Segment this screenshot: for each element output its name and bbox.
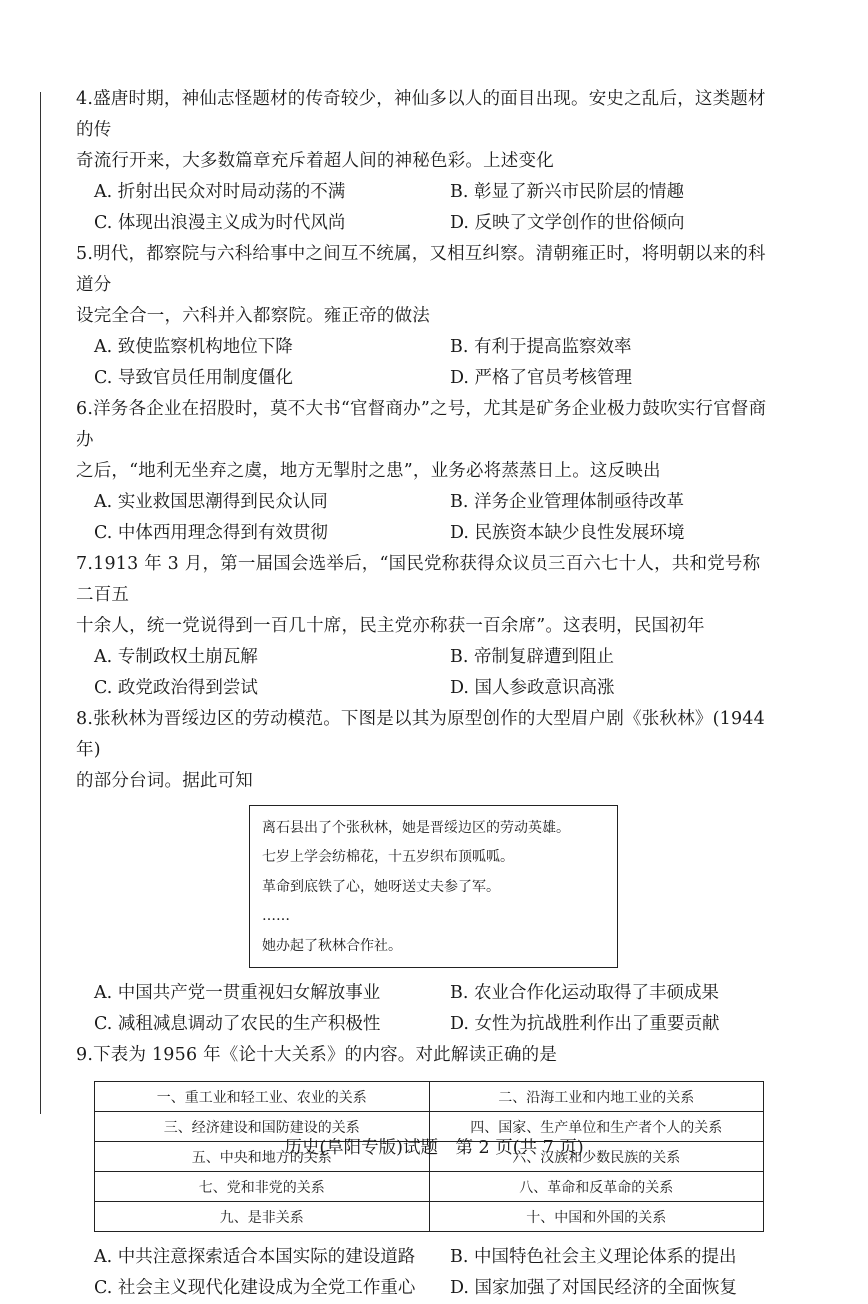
quote-line: 离石县出了个张秋林，她是晋绥边区的劳动英雄。 [262, 820, 570, 836]
option-b[interactable]: B. 农业合作化运动取得了丰硕成果 [450, 983, 719, 1004]
question-5 [76, 239, 776, 394]
option-a[interactable]: A. 实业救国思潮得到民众认同 [94, 492, 328, 512]
stem-line: 盛唐时期，神仙志怪题材的传奇较少，神仙多以人的面目出现。安史之乱后，这类题材的传 [76, 89, 766, 140]
stem-line: 之后，“地利无坐弃之虞，地方无掣肘之患”，业务必将蒸蒸日上。这反映出 [76, 461, 661, 481]
question-8 [76, 704, 776, 1040]
margin-mark [0, 340, 14, 348]
option-d[interactable]: D. 女性为抗战胜利作出了重要贡献 [450, 1014, 720, 1035]
option-c[interactable]: C. 减租减息调动了农民的生产积极性 [94, 1014, 381, 1035]
page-footer: 历史(阜阳专版)试题 第 2 页(共 7 页) [284, 1138, 584, 1158]
stem-line: 洋务各企业在招股时，莫不大书“官督商办”之号，尤其是矿务企业极力鼓吹实行官督商办 [76, 399, 767, 450]
option-d[interactable]: D. 严格了官员考核管理 [450, 368, 633, 388]
table-cell: 五、中央和地方的关系 [95, 1142, 430, 1172]
table-row [95, 1202, 764, 1232]
margin-mark [0, 615, 14, 623]
option-d[interactable]: D. 反映了文学创作的世俗倾向 [450, 213, 685, 233]
question-7 [76, 549, 776, 704]
stem-line: 奇流行开来，大多数篇章充斥着超人间的神秘色彩。上述变化 [76, 151, 554, 171]
options [94, 332, 776, 394]
option-c[interactable]: C. 中体西用理念得到有效贯彻 [94, 523, 328, 543]
option-b[interactable]: B. 帝制复辟遭到阻止 [450, 647, 614, 667]
table-cell: 十、中国和外国的关系 [429, 1202, 764, 1232]
table-cell: 一、重工业和轻工业、农业的关系 [95, 1082, 430, 1112]
table-cell: 八、革命和反革命的关系 [429, 1172, 764, 1202]
question-number: 7. [76, 554, 94, 574]
script-quote-box [249, 805, 618, 968]
option-a[interactable]: A. 中共注意探索适合本国实际的建设道路 [94, 1247, 416, 1268]
option-d[interactable]: D. 国家加强了对国民经济的全面恢复 [450, 1278, 738, 1299]
margin-mark [0, 585, 14, 593]
stem-line: 明代，都察院与六科给事中之间互不统属，又相互纠察。清朝雍正时，将明朝以来的科道分 [76, 244, 766, 295]
option-d[interactable]: D. 国人参政意识高涨 [450, 678, 615, 698]
stem-line: 下表为 1956 年《论十大关系》的内容。对此解读正确的是 [93, 1045, 558, 1066]
margin-mark [0, 730, 14, 738]
option-b[interactable]: B. 彰显了新兴市民阶层的情趣 [450, 182, 684, 202]
option-a[interactable]: A. 专制政权土崩瓦解 [94, 647, 258, 667]
binding-line [40, 92, 41, 1114]
option-b[interactable]: B. 有利于提高监察效率 [450, 337, 632, 357]
stem-line: 十余人，统一党说得到一百几十席，民主党亦称获一百余席”。这表明，民国初年 [76, 616, 705, 636]
quote-line: 革命到底铁了心，她呀送丈夫参了军。 [262, 878, 500, 895]
quote-line: 她办起了秋林合作社。 [262, 937, 402, 954]
question-4 [76, 84, 776, 239]
question-number: 9. [76, 1045, 94, 1066]
table-cell: 二、沿海工业和内地工业的关系 [429, 1082, 764, 1112]
margin-mark [0, 100, 14, 108]
options [94, 487, 776, 549]
table-cell: 九、是非关系 [95, 1202, 430, 1232]
option-d[interactable]: D. 民族资本缺少良性发展环境 [450, 523, 685, 543]
options [94, 1242, 776, 1304]
margin-mark [0, 520, 14, 528]
option-c[interactable]: C. 社会主义现代化建设成为全党工作重心 [94, 1278, 416, 1299]
option-c[interactable]: C. 体现出浪漫主义成为时代风尚 [94, 213, 346, 233]
option-a[interactable]: A. 折射出民众对时局动荡的不满 [94, 182, 346, 202]
table-cell: 三、经济建设和国防建设的关系 [95, 1112, 430, 1142]
stem-line: 设完全合一，六科并入都察院。雍正帝的做法 [76, 306, 430, 326]
stem-line: 1913 年 3 月，第一届国会选举后，“国民党称获得众议员三百六七十人，共和党号称二百五 [76, 554, 761, 605]
stem-line: 的部分台词。据此可知 [76, 771, 253, 791]
option-c[interactable]: C. 导致官员任用制度僵化 [94, 368, 293, 388]
question-number: 5. [76, 244, 94, 264]
stem-line: 张秋林为晋绥边区的劳动模范。下图是以其为原型创作的大型眉户剧《张秋林》(1944 年) [76, 709, 765, 760]
question-number: 8. [76, 709, 94, 729]
quote-line: 七岁上学会纺棉花，十五岁织布顶呱呱。 [262, 849, 514, 866]
option-b[interactable]: B. 洋务企业管理体制亟待改革 [450, 492, 684, 512]
question-number: 6. [76, 399, 94, 419]
margin-mark [0, 392, 14, 400]
question-9 [76, 1040, 776, 1304]
quote-line: …… [262, 908, 290, 925]
option-a[interactable]: A. 中国共产党一贯重视妇女解放事业 [94, 983, 381, 1004]
options [94, 978, 776, 1040]
table-cell: 四、国家、生产单位和生产者个人的关系 [429, 1112, 764, 1142]
table-row [95, 1172, 764, 1202]
options [94, 642, 776, 704]
table-cell: 七、党和非党的关系 [95, 1172, 430, 1202]
table-row [95, 1082, 764, 1112]
option-b[interactable]: B. 中国特色社会主义理论体系的提出 [450, 1247, 737, 1268]
options [94, 177, 776, 239]
option-c[interactable]: C. 政党政治得到尝试 [94, 678, 258, 698]
question-6 [76, 394, 776, 549]
question-number: 4. [76, 89, 94, 109]
option-a[interactable]: A. 致使监察机构地位下降 [94, 337, 293, 357]
table-cell: 六、汉族和少数民族的关系 [429, 1142, 764, 1172]
exam-content [76, 84, 776, 1304]
